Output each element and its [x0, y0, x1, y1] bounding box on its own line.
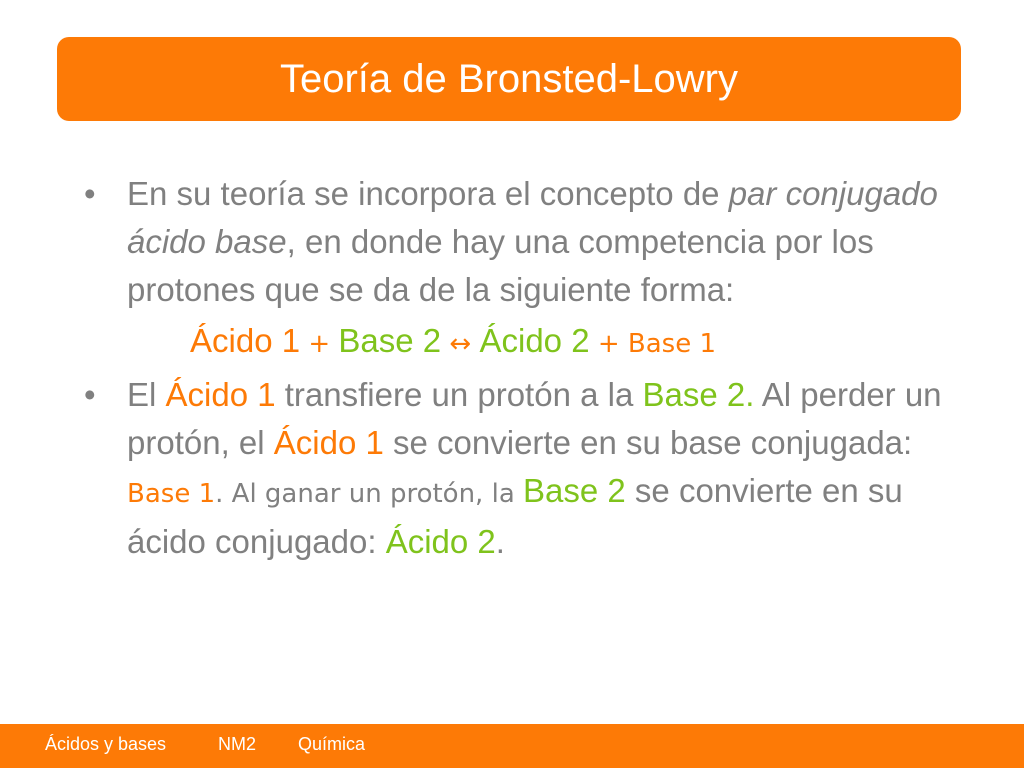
bullet1-text-3: , en donde hay una competencia por los protones que se da de la siguiente forma:	[127, 223, 874, 308]
bullet2-text-6: la	[491, 479, 524, 509]
bullet2-text-1: El	[127, 376, 166, 413]
bullet2-acid-1-b: Ácido 1	[273, 424, 384, 461]
slide-title: Teoría de Bronsted-Lowry	[279, 56, 738, 101]
footer-bar	[0, 724, 1024, 768]
bullet2-text-3: Al perder un protón, el	[127, 376, 942, 461]
bullet1-text-1: En su teoría se incorpora el concepto de	[127, 175, 729, 212]
slide-body	[84, 170, 954, 566]
bullet2-acid-2: Ácido 2	[385, 523, 496, 560]
bullet2-base-2: Base 2.	[642, 376, 755, 413]
bullet2-acid-1: Ácido 1	[165, 376, 276, 413]
footer-level: NM2	[218, 734, 257, 754]
bullet2-text-2: transfiere un protón a la	[275, 376, 643, 413]
equation-arrow-icon: ↔	[441, 329, 480, 359]
bullet-paragraph-1	[84, 170, 954, 314]
equation-base-2: Base 2	[338, 322, 442, 359]
equation-base-1: Base 1	[627, 329, 717, 359]
bullet2-base-1: Base 1	[127, 479, 216, 509]
bullet2-text-4: se convierte en su base conjugada:	[383, 424, 913, 461]
bullet2-base-2-b: Base 2	[523, 472, 626, 509]
equation-plus-1: +	[300, 329, 339, 359]
equation-line	[84, 317, 954, 368]
bullet-paragraph-2	[84, 371, 954, 566]
bullet2-text-7: se convierte en su ácido conjugado:	[127, 472, 903, 560]
bullet-icon: •	[84, 175, 96, 212]
equation-acid-2: Ácido 2	[479, 322, 590, 359]
equation-acid-1: Ácido 1	[190, 322, 301, 359]
bullet2-text-8: .	[495, 523, 505, 560]
bullet-icon: •	[84, 376, 96, 413]
bullet2-text-5: . Al ganar un protón,	[215, 479, 492, 509]
title-banner	[57, 37, 961, 121]
footer-course: Química	[298, 734, 366, 754]
bullet1-italic-term: par conjugado ácido base	[127, 175, 938, 260]
footer-subject: Ácidos y bases	[45, 734, 167, 754]
equation-plus-2: +	[589, 329, 628, 359]
